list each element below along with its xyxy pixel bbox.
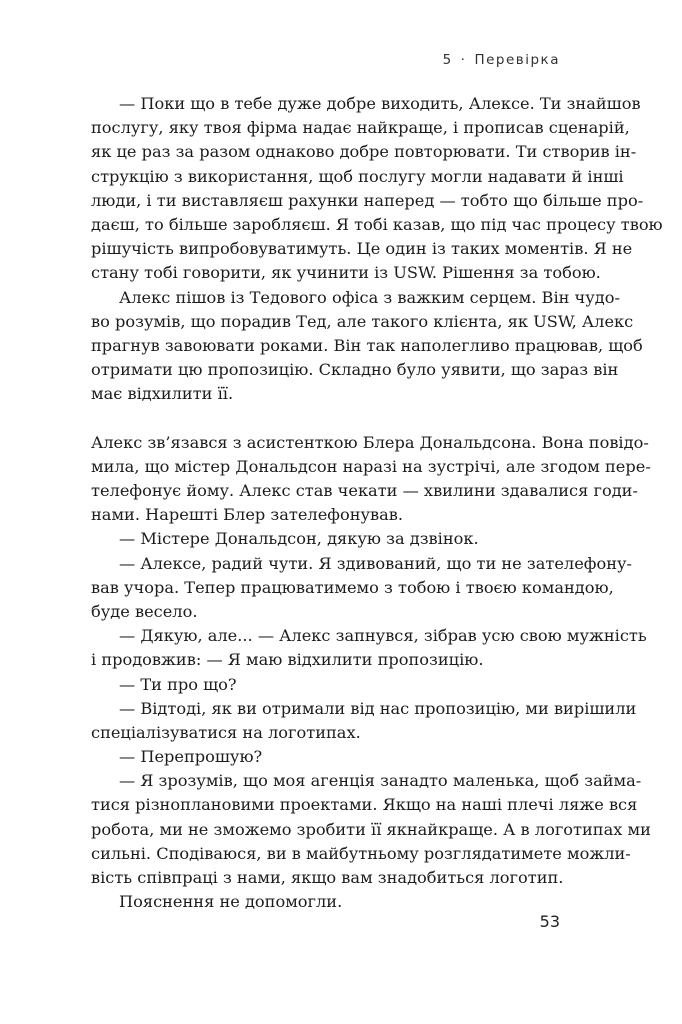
page-number: 53: [539, 912, 560, 931]
text-line: телефонує йому. Алекс став чекати — хвилини здавалися годи-: [91, 481, 638, 500]
text-line: отримати цю пропозицію. Складно було уявити, що зараз він: [91, 360, 619, 380]
paragraph: [91, 92, 663, 286]
text-line: — Відтоді, як ви отримали від нас пропозицію, ми вирішили: [119, 698, 637, 718]
text-line: Пояснення не допомогли.: [119, 892, 343, 912]
paragraph: [91, 624, 647, 672]
paragraph: [91, 769, 651, 890]
text-line: вав учора. Тепер працюватимемо з тобою і твоєю командою,: [91, 577, 614, 597]
text-line: — Містере Дональдсон, дякую за дзвінок.: [119, 529, 479, 549]
section-break: [91, 406, 603, 430]
paragraph: [91, 745, 603, 769]
text-line: струкцію з використання, щоб послугу могли надавати й інші: [91, 166, 624, 186]
text-line: буде весело.: [91, 601, 198, 621]
paragraph: [91, 552, 632, 625]
text-line: — Поки що в тебе дуже добре виходить, Алексе. Ти знайшов: [119, 94, 641, 113]
text-line: рішучість випробовуватимуть. Це один із таких моментів. Я не: [91, 239, 633, 259]
text-line: робота, ми не зможемо зробити її якнайкраще. А в логотипах ми: [91, 819, 651, 839]
text-line: — Дякую, але... — Алекс запнувся, зібрав усю свою мужність: [119, 626, 647, 646]
text-line: сильні. Сподіваюся, ви в майбутньому розглядатимете можли-: [91, 843, 631, 863]
text-line: Алекс пішов із Тедового офіса з важким серцем. Він чудо-: [119, 287, 620, 307]
text-line: мила, що містер Дональдсон наразі на зустрічі, але згодом пере-: [91, 456, 651, 476]
running-head-separator: ·: [460, 52, 467, 68]
text-line: люди, і ти виставляєш рахунки наперед — тобто що більше про-: [91, 190, 644, 210]
paragraph: [91, 286, 643, 407]
text-line: во розумів, що порадив Тед, але такого клієнта, як USW, Алекс: [91, 311, 634, 331]
text-line: і продовжив: — Я маю відхилити пропозицію.: [91, 650, 484, 670]
text-line: нами. Нарешті Блер зателефонував.: [91, 505, 404, 525]
text-line: — Я зрозумів, що моя агенція занадто маленька, щоб займа-: [119, 771, 642, 791]
text-line: — Перепрошую?: [119, 747, 263, 767]
paragraph: [91, 431, 651, 528]
text-line: тися різноплановими проектами. Якщо на наші плечі ляже вся: [91, 795, 638, 815]
text-line: послугу, яку твоя фірма надає найкраще, і прописав сценарій,: [91, 118, 630, 138]
running-head: [443, 52, 560, 68]
text-line: прагнув завоювати роками. Він так наполегливо працював, щоб: [91, 335, 643, 355]
chapter-title: Перевірка: [474, 52, 560, 68]
text-line: спеціалізуватися на логотипах.: [91, 722, 361, 742]
paragraph: [91, 527, 603, 551]
chapter-number: 5: [442, 52, 453, 68]
text-line: Алекс зв’язався з асистенткою Блера Дональдсона. Вона повідо-: [91, 432, 649, 452]
text-line: як це раз за разом однаково добре повторювати. Ти створив ін-: [91, 142, 637, 162]
text-line: стану тобі говорити, як учинити із USW. Рішення за тобою.: [91, 263, 601, 283]
text-line: має відхилити її.: [91, 384, 234, 404]
paragraph: [91, 697, 637, 745]
text-line: — Алексе, радий чути. Я здивований, що ти не зателефону-: [119, 553, 632, 573]
text-line: вість співпраці з нами, якщо вам знадобиться логотип.: [91, 868, 564, 887]
body-text: [91, 92, 663, 914]
paragraph: [91, 890, 603, 914]
text-line: — Ти про що?: [119, 674, 237, 694]
paragraph: [91, 673, 603, 697]
text-line: даєш, то більше заробляєш. Я тобі казав, що під час процесу твою: [91, 214, 663, 234]
